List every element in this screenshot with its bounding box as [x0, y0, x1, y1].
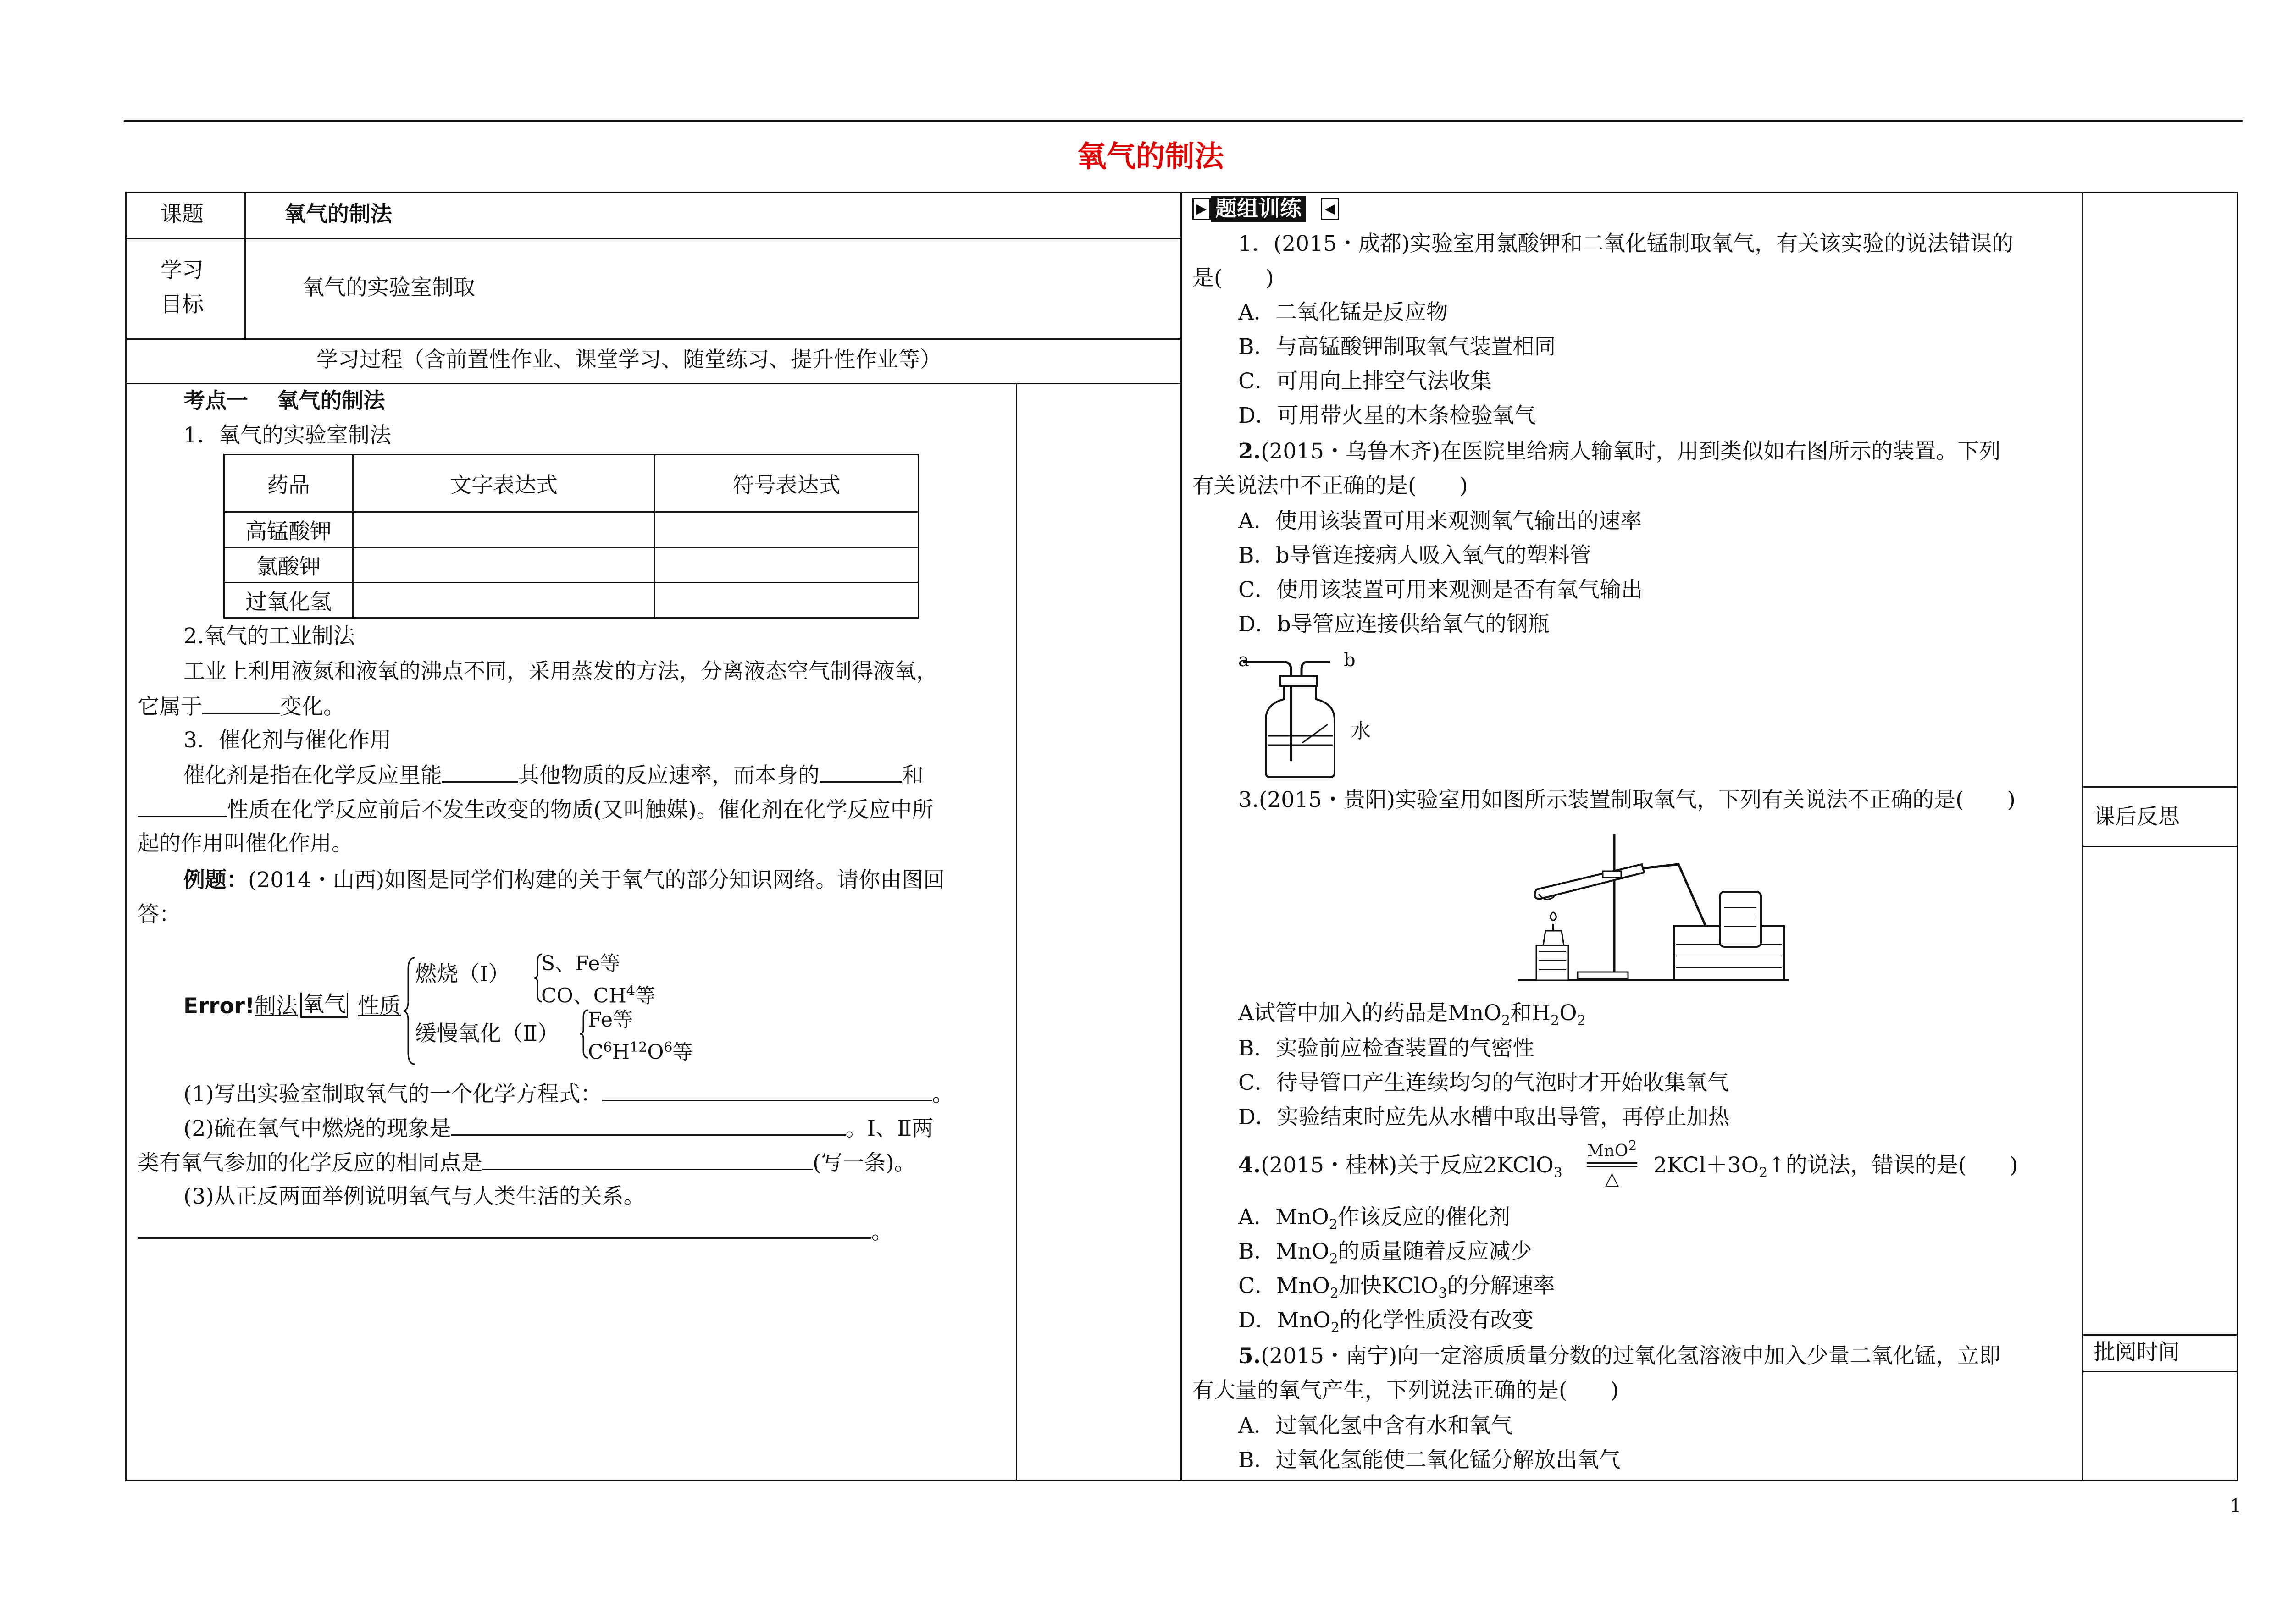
question-2-line1: (2)硫在氧气中燃烧的现象是 。Ⅰ、Ⅱ两 [183, 1114, 933, 1143]
table-header-symbol-equation: 符号表达式 [655, 455, 919, 512]
problem-5-line1: 5.(2015・南宁)向一定溶质质量分数的过氧化氢溶液中加入少量二氧化锰，立即 [1238, 1343, 2001, 1369]
goal-label-line1: 学习 [161, 258, 204, 283]
question-3-answer: 。 [138, 1217, 893, 1246]
item-2-heading: 2.氧气的工业制法 [183, 624, 355, 649]
problem-4-option-b: B．MnO$_2$的质量随着反应减少 [1238, 1239, 1532, 1267]
problem-4-option-c: C．MnO$_2$加快KClO$_3$的分解速率 [1238, 1273, 1555, 1302]
problem-2-option-d: D．b导管应连接供给氧气的钢瓶 [1238, 612, 1550, 637]
review-time-label: 批阅时间 [2094, 1340, 2180, 1365]
table-cell-blank[interactable] [655, 583, 919, 618]
table-row [224, 547, 919, 583]
fill-blank[interactable] [442, 761, 518, 783]
problem-3-line1: 3.(2015・贵阳)实验室用如图所示装置制取氧气，下列有关说法不正确的是( ) [1238, 787, 2016, 812]
item-2-text-line2: 它属于 变化。 [138, 692, 345, 721]
goal-label-line2: 目标 [161, 292, 204, 317]
fill-blank[interactable] [482, 1149, 813, 1170]
reaction-condition: MnO$^2$ △ [1587, 1138, 1637, 1189]
tag-left-arrow-icon: ▶ [1192, 198, 1211, 220]
lab-method-table [223, 454, 919, 619]
table-row [224, 512, 919, 547]
network-burn-a: S、Fe等 [541, 952, 620, 975]
problem-4-option-a: A．MnO$_2$作该反应的催化剂 [1238, 1204, 1510, 1233]
problem-5-option-b: B．过氧化氢能使二氧化锰分解放出氧气 [1238, 1447, 1621, 1473]
problem-5-option-a: A．过氧化氢中含有水和氧气 [1238, 1413, 1512, 1438]
table-cell-drug: 过氧化氢 [224, 583, 353, 618]
group-practice-tag: 题组训练 [1211, 196, 1306, 222]
fill-blank[interactable] [202, 692, 280, 714]
item-1-heading: 1．氧气的实验室制法 [183, 423, 391, 448]
problem-1-option-b: B．与高锰酸钾制取氧气装置相同 [1238, 334, 1556, 359]
example-line1: 例题：(2014・山西)如图是同学们构建的关于氧气的部分知识网络。请你由图回 [183, 867, 945, 893]
problem-4-line: 4.(2015・桂林)关于反应2KClO$_3$ [1238, 1153, 1562, 1181]
problem-2-option-b: B．b导管连接病人吸入氧气的塑料管 [1238, 543, 1591, 568]
problem-2-option-c: C．使用该装置可用来观测是否有氧气输出 [1238, 577, 1643, 602]
wash-bottle-drawing [1238, 656, 1357, 779]
table-cell-blank[interactable] [353, 512, 655, 547]
table-cell-blank[interactable] [353, 583, 655, 618]
problem-1-option-a: A．二氧化锰是反应物 [1238, 300, 1448, 325]
reflection-label: 课后反思 [2094, 804, 2180, 829]
fill-blank[interactable] [602, 1080, 932, 1101]
page-number: 1 [2230, 1496, 2242, 1517]
problem-4-line-end: $2KCl+3O_2↑$的说法，错误的是( ) [1653, 1153, 2018, 1181]
item-3-text-line1: 催化剂是指在化学反应里能 其他物质的反应速率，而本身的 和 [183, 761, 924, 790]
problem-1-line2: 是( ) [1192, 265, 1274, 291]
table-cell-drug: 高锰酸钾 [224, 512, 353, 547]
figure-label-b: b [1344, 650, 1356, 671]
problem-3-option-c: C．待导管口产生连续均匀的气泡时才开始收集氧气 [1238, 1070, 1729, 1095]
goal-value: 氧气的实验室制取 [303, 275, 475, 300]
problem-5-line2: 有大量的氧气产生，下列说法正确的是( ) [1192, 1378, 1619, 1403]
question-2-line2: 类有氧气参加的化学反应的相同点是 (写一条)。 [138, 1149, 916, 1177]
item-3-text-line3: 起的作用叫催化作用。 [138, 831, 353, 856]
table-header-word-equation: 文字表达式 [353, 455, 655, 512]
figure-label-water: 水 [1351, 719, 1371, 743]
network-method: 制法 [255, 994, 298, 1019]
table-row [224, 583, 919, 618]
problem-3-option-a: A试管中加入的药品是MnO$_2$和$H_2O_2$ [1238, 1000, 1586, 1029]
problem-1-option-d: D．可用带火星的木条检验氧气 [1238, 403, 1536, 428]
fill-blank[interactable] [451, 1114, 846, 1136]
table-header-drug: 药品 [224, 455, 353, 512]
problem-2-line2: 有关说法中不正确的是( ) [1192, 473, 1468, 498]
figure-label-a: a [1238, 650, 1249, 671]
network-burn: 燃烧（Ⅰ） [415, 961, 510, 987]
table-cell-blank[interactable] [353, 547, 655, 583]
network-error-text: Error! [183, 994, 255, 1019]
question-1: (1)写出实验室制取氧气的一个化学方程式： 。 [183, 1080, 954, 1108]
network-oxygen: 氧气 [300, 993, 348, 1018]
problem-4-option-d: D．MnO$_2$的化学性质没有改变 [1238, 1308, 1534, 1336]
network-slow-a: Fe等 [588, 1008, 633, 1032]
fill-blank[interactable] [820, 761, 902, 783]
network-brace-slow [579, 1009, 589, 1059]
process-label: 学习过程（含前置性作业、课堂学习、随堂练习、提升性作业等） [316, 347, 942, 372]
network-slow-b: $C^6H^{12}O^6$等 [588, 1039, 693, 1064]
section-title: 考点一 氧气的制法 [183, 388, 385, 414]
network-slow: 缓慢氧化（Ⅱ） [415, 1021, 559, 1046]
oxygen-apparatus-drawing [1518, 825, 1793, 986]
table-cell-blank[interactable] [655, 512, 919, 547]
problem-3-option-b: B．实验前应检查装置的气密性 [1238, 1036, 1534, 1061]
tag-right-arrow-icon: ◀ [1321, 198, 1339, 220]
topic-label: 课题 [161, 202, 204, 227]
item-3-heading: 3．催化剂与催化作用 [183, 728, 391, 753]
fill-blank[interactable] [138, 1217, 871, 1239]
network-brace-main [403, 956, 416, 1066]
fill-blank[interactable] [138, 795, 227, 817]
network-burn-b: CO、$CH^4$等 [541, 983, 655, 1008]
problem-1-line1: 1．(2015・成都)实验室用氯酸钾和二氧化锰制取氧气，有关该实验的说法错误的 [1238, 231, 2014, 256]
item-3-text-line2: 性质在化学反应前后不发生改变的物质(又叫触媒)。催化剂在化学反应中所 [138, 795, 934, 824]
question-3: (3)从正反两面举例说明氧气与人类生活的关系。 [183, 1184, 645, 1209]
top-rule [124, 120, 2243, 122]
table-cell-drug: 氯酸钾 [224, 547, 353, 583]
table-cell-blank[interactable] [655, 547, 919, 583]
problem-2-line1: 2.(2015・乌鲁木齐)在医院里给病人输氧时，用到类似如右图所示的装置。下列 [1238, 439, 2001, 464]
item-2-text-line1: 工业上利用液氮和液氧的沸点不同，采用蒸发的方法，分离液态空气制得液氧， [183, 659, 938, 684]
problem-1-option-c: C．可用向上排空气法收集 [1238, 369, 1492, 394]
network-property: 性质 [358, 994, 401, 1019]
problem-3-option-d: D．实验结束时应先从水槽中取出导管，再停止加热 [1238, 1105, 1730, 1130]
page-title: 氧气的制法 [1077, 139, 1224, 174]
example-line2: 答： [138, 902, 181, 927]
problem-2-option-a: A．使用该装置可用来观测氧气输出的速率 [1238, 508, 1642, 534]
topic-value: 氧气的制法 [284, 202, 392, 227]
